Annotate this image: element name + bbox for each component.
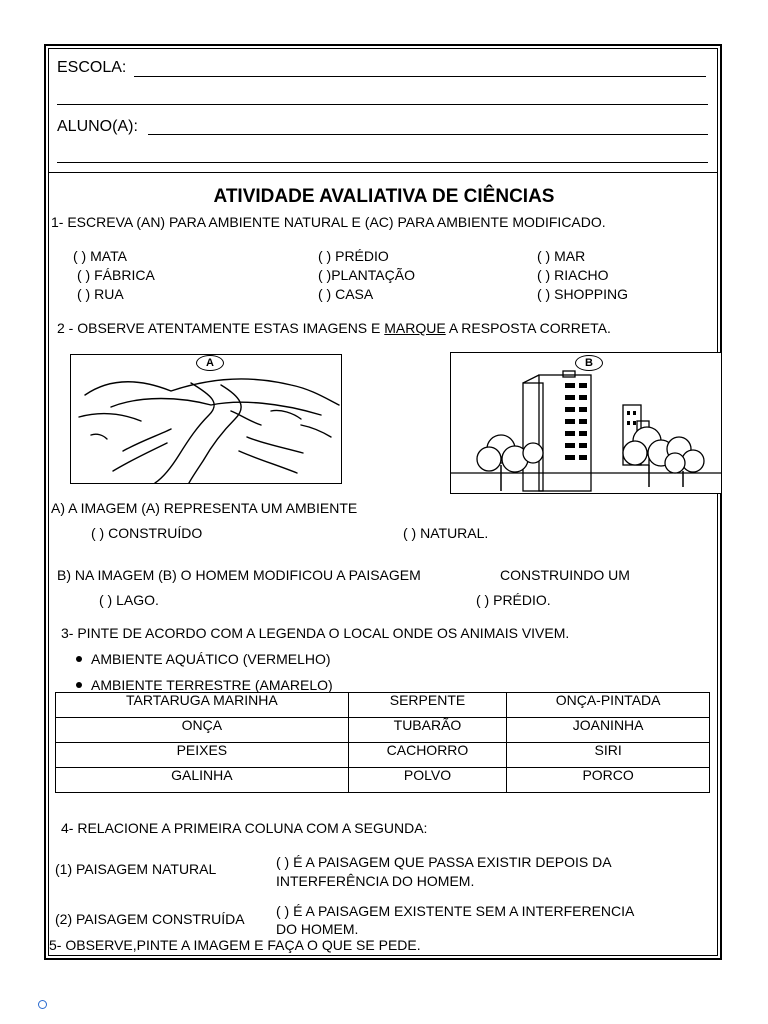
table-cell[interactable]: GALINHA bbox=[56, 768, 349, 793]
table-row bbox=[56, 693, 710, 718]
question-2b-text-end: CONSTRUINDO UM bbox=[500, 567, 630, 583]
image-a-natural-landscape bbox=[70, 354, 342, 484]
table-row bbox=[56, 718, 710, 743]
legend-item-aquatico: AMBIENTE AQUÁTICO (VERMELHO) bbox=[76, 651, 331, 667]
q1-option: ( ) PRÉDIO bbox=[318, 248, 389, 264]
q4-left-item-2: (2) PAISAGEM CONSTRUÍDA bbox=[55, 911, 245, 927]
aluno-line-2[interactable] bbox=[57, 162, 708, 163]
table-cell[interactable]: SERPENTE bbox=[348, 693, 507, 718]
table-cell[interactable]: JOANINHA bbox=[507, 718, 710, 743]
escola-line-2[interactable] bbox=[57, 104, 708, 105]
table-cell[interactable]: TARTARUGA MARINHA bbox=[56, 693, 349, 718]
header-separator bbox=[48, 172, 718, 173]
q1-option: ( )PLANTAÇÃO bbox=[318, 267, 415, 283]
q1-option: ( ) MATA bbox=[73, 248, 127, 264]
image-b-label: B bbox=[575, 355, 603, 371]
table-cell[interactable]: CACHORRO bbox=[348, 743, 507, 768]
table-cell[interactable]: PEIXES bbox=[56, 743, 349, 768]
table-cell[interactable]: ONÇA-PINTADA bbox=[507, 693, 710, 718]
legend-item-terrestre: AMBIENTE TERRESTRE (AMARELO) bbox=[76, 677, 333, 693]
table-cell[interactable]: PORCO bbox=[507, 768, 710, 793]
building-illustration bbox=[451, 353, 721, 493]
landscape-illustration bbox=[71, 355, 341, 483]
question-2b-text: B) NA IMAGEM (B) O HOMEM MODIFICOU A PAISAGEM bbox=[57, 567, 421, 583]
escola-label: ESCOLA: bbox=[57, 59, 127, 76]
table-cell[interactable]: SIRI bbox=[507, 743, 710, 768]
question-2a-text: A) A IMAGEM (A) REPRESENTA UM AMBIENTE bbox=[51, 500, 358, 516]
question-5-text: 5- OBSERVE,PINTE A IMAGEM E FAÇA O QUE SE PEDE. bbox=[49, 937, 421, 953]
aluno-label: ALUNO(A): bbox=[57, 118, 138, 135]
q2a-option-natural[interactable]: ( ) NATURAL. bbox=[403, 525, 489, 541]
q4-right-item-1[interactable]: ( ) É A PAISAGEM QUE PASSA EXISTIR DEPOIS DA bbox=[276, 854, 612, 870]
image-a-label: A bbox=[196, 355, 224, 371]
table-cell[interactable]: POLVO bbox=[348, 768, 507, 793]
page-title: ATIVIDADE AVALIATIVA DE CIÊNCIAS bbox=[213, 186, 555, 207]
aluno-line[interactable] bbox=[148, 134, 708, 135]
table-row bbox=[56, 768, 710, 793]
q2b-option-lago[interactable]: ( ) LAGO. bbox=[99, 592, 159, 608]
table-cell[interactable]: ONÇA bbox=[56, 718, 349, 743]
q4-right-item-2[interactable]: ( ) É A PAISAGEM EXISTENTE SEM A INTERFERENCIA bbox=[276, 903, 635, 919]
q1-option: ( ) MAR bbox=[537, 248, 586, 264]
q1-option: ( ) RIACHO bbox=[537, 267, 609, 283]
animals-table bbox=[55, 692, 710, 793]
q4-right-item-1-cont: INTERFERÊNCIA DO HOMEM. bbox=[276, 873, 475, 889]
q2b-option-predio[interactable]: ( ) PRÉDIO. bbox=[476, 592, 551, 608]
question-4-text: 4- RELACIONE A PRIMEIRA COLUNA COM A SEGUNDA: bbox=[61, 820, 428, 836]
q1-option: ( ) SHOPPING bbox=[537, 286, 629, 302]
q1-option: ( ) RUA bbox=[77, 286, 124, 302]
q4-left-item-1: (1) PAISAGEM NATURAL bbox=[55, 861, 217, 877]
escola-line[interactable] bbox=[134, 76, 706, 77]
table-row bbox=[56, 743, 710, 768]
question-3-text: 3- PINTE DE ACORDO COM A LEGENDA O LOCAL ONDE OS ANIMAIS VIVEM. bbox=[61, 625, 570, 641]
image-b-city-building bbox=[450, 352, 722, 494]
question-1-text: 1- ESCREVA (AN) PARA AMBIENTE NATURAL E (AC) PARA AMBIENTE MODIFICADO. bbox=[51, 214, 606, 230]
table-cell[interactable]: TUBARÃO bbox=[348, 718, 507, 743]
q1-option: ( ) FÁBRICA bbox=[77, 267, 155, 283]
circle-icon bbox=[38, 1000, 47, 1009]
question-2-text: 2 - OBSERVE ATENTAMENTE ESTAS IMAGENS E MARQUE A RESPOSTA CORRETA. bbox=[57, 320, 611, 336]
q1-option: ( ) CASA bbox=[318, 286, 374, 302]
q4-right-item-2-cont: DO HOMEM. bbox=[276, 921, 359, 937]
q2a-option-construido[interactable]: ( ) CONSTRUÍDO bbox=[91, 525, 203, 541]
